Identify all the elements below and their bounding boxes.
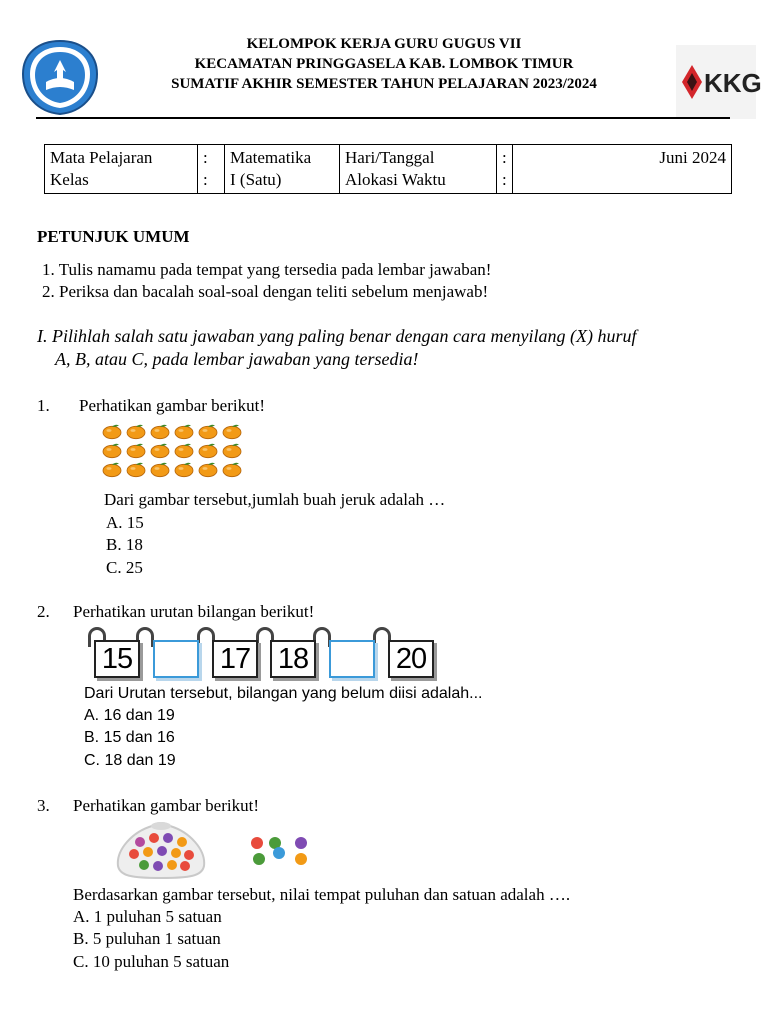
q3-option-c: C. 10 puluhan 5 satuan	[73, 952, 230, 971]
header-line-3: SUMATIF AKHIR SEMESTER TAHUN PELAJARAN 2023/2024	[171, 76, 597, 92]
orange-picture	[102, 423, 252, 481]
orange-icon	[102, 461, 122, 477]
orange-icon	[222, 442, 242, 458]
orange-icon	[102, 442, 122, 458]
q3-option-a: A. 1 puluhan 5 satuan	[73, 907, 222, 926]
orange-icon	[198, 461, 218, 477]
marble-bag-picture	[112, 820, 210, 880]
number-card: 20	[388, 640, 434, 678]
q2-option-a: A. 16 dan 19	[84, 707, 175, 724]
loose-marbles-picture	[247, 833, 313, 869]
orange-icon	[126, 442, 146, 458]
q3-question: Berdasarkan gambar tersebut, nilai tempat puluhan dan satuan adalah ….	[73, 885, 571, 904]
section-1-instruction-line-2: A, B, atau C, pada lembar jawaban yang tersedia!	[55, 349, 419, 369]
orange-icon	[198, 423, 218, 439]
q2-number: 2.	[37, 602, 50, 621]
q1-number: 1.	[37, 396, 50, 415]
header-divider	[36, 117, 730, 119]
info-colon2-col	[497, 145, 513, 194]
petunjuk-title: PETUNJUK UMUM	[37, 227, 190, 246]
info-label2-col	[340, 145, 497, 194]
header-line-1: KELOMPOK KERJA GURU GUGUS VII	[246, 36, 522, 52]
orange-icon	[126, 461, 146, 477]
orange-icon	[150, 423, 170, 439]
colon: :	[203, 170, 208, 189]
header-line-2: KECAMATAN PRINGGASELA KAB. LOMBOK TIMUR	[194, 56, 574, 72]
colon: :	[502, 148, 507, 167]
orange-icon	[174, 423, 194, 439]
number-card-empty	[153, 640, 199, 678]
colon: :	[203, 148, 208, 167]
q2-question: Dari Urutan tersebut, bilangan yang belum diisi adalah...	[84, 685, 483, 702]
info-colon-col	[198, 145, 225, 194]
hari-tanggal-label: Hari/Tanggal	[345, 148, 435, 167]
q1-prompt: Perhatikan gambar berikut!	[79, 396, 265, 415]
q1-option-b: B. 18	[106, 535, 143, 554]
mata-pelajaran-label: Mata Pelajaran	[50, 148, 153, 167]
number-card-empty	[329, 640, 375, 678]
alokasi-waktu-label: Alokasi Waktu	[345, 170, 446, 189]
q3-option-b: B. 5 puluhan 1 satuan	[73, 929, 221, 948]
orange-icon	[150, 461, 170, 477]
number-card: 15	[94, 640, 140, 678]
info-value-col	[225, 145, 340, 194]
orange-icon	[150, 442, 170, 458]
q1-question: Dari gambar tersebut,jumlah buah jeruk adalah …	[104, 490, 446, 509]
hari-tanggal-value: Juni 2024	[659, 148, 726, 167]
orange-icon	[174, 461, 194, 477]
info-value2-col	[513, 145, 732, 194]
orange-icon	[174, 442, 194, 458]
info-label-col	[45, 145, 198, 194]
petunjuk-item-1: 1. Tulis namamu pada tempat yang tersedia pada lembar jawaban!	[42, 260, 492, 279]
kelas-label: Kelas	[50, 170, 89, 189]
svg-text:KKG: KKG	[704, 68, 762, 98]
orange-icon	[222, 461, 242, 477]
info-table	[44, 144, 732, 194]
q2-option-b: B. 15 dan 16	[84, 729, 175, 746]
q2-option-c: C. 18 dan 19	[84, 752, 176, 769]
q3-number: 3.	[37, 796, 50, 815]
orange-icon	[222, 423, 242, 439]
orange-icon	[102, 423, 122, 439]
number-card: 18	[270, 640, 316, 678]
orange-icon	[126, 423, 146, 439]
orange-icon	[198, 442, 218, 458]
kelas-value: I (Satu)	[230, 170, 282, 189]
number-card: 17	[212, 640, 258, 678]
q3-prompt: Perhatikan gambar berikut!	[73, 796, 259, 815]
colon: :	[502, 170, 507, 189]
q1-option-a: A. 15	[106, 513, 144, 532]
section-1-instruction-line-1: I. Pilihlah salah satu jawaban yang paling benar dengan cara menyilang (X) huruf	[37, 326, 637, 346]
q1-option-c: C. 25	[106, 558, 143, 577]
mata-pelajaran-value: Matematika	[230, 148, 312, 167]
petunjuk-item-2: 2. Periksa dan bacalah soal-soal dengan teliti sebelum menjawab!	[42, 282, 489, 301]
q2-prompt: Perhatikan urutan bilangan berikut!	[73, 602, 315, 621]
